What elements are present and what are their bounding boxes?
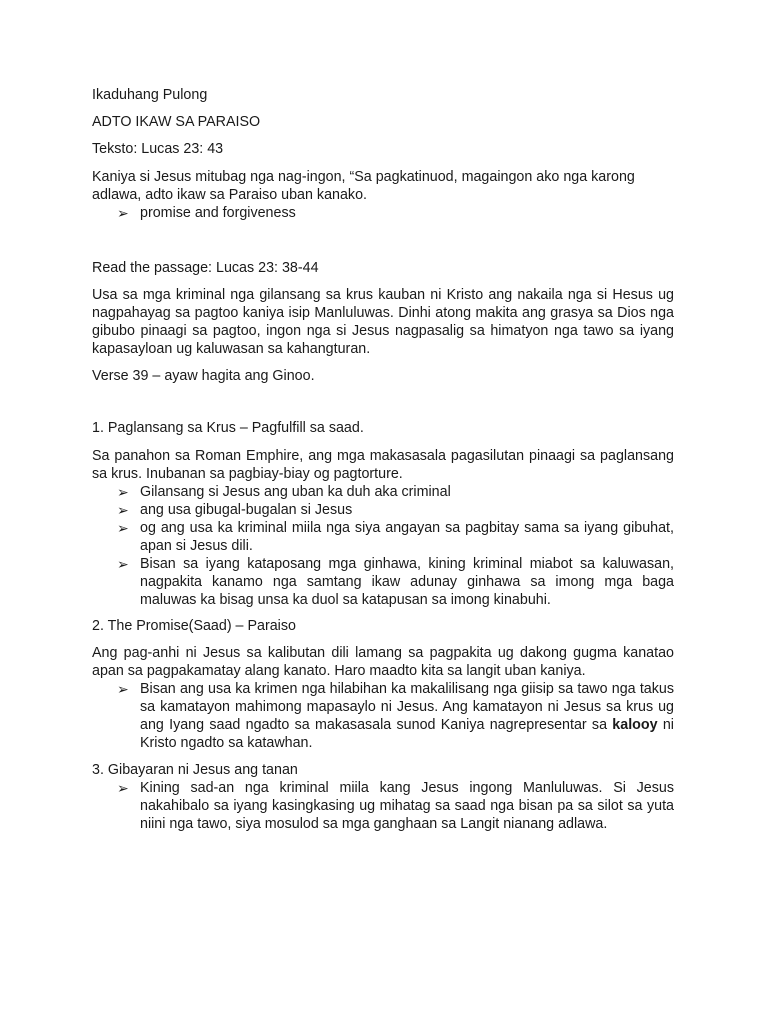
list-item (117, 680, 674, 752)
emphasis-word: kalooy (612, 717, 658, 733)
point-3-list (92, 779, 674, 833)
list-item (117, 555, 674, 609)
arrow-bullet-icon: ➢ (117, 484, 129, 500)
list-item (117, 519, 674, 555)
theme-list (92, 204, 674, 222)
arrow-bullet-icon: ➢ (117, 502, 129, 518)
list-item (117, 483, 674, 501)
arrow-bullet-icon: ➢ (117, 520, 129, 536)
point-3-title: 3. Gibayaran ni Jesus ang tanan (92, 762, 298, 778)
list-item (117, 204, 674, 222)
arrow-bullet-icon: ➢ (117, 681, 129, 697)
list-item-text: og ang usa ka kriminal miila nga siya angayan sa pagbitay sama sa iyang gibuhat, apan si Jesus dili. (140, 520, 674, 554)
point-2-list (92, 680, 674, 752)
text-reference: Teksto: Lucas 23: 43 (92, 141, 224, 157)
point-1-paragraph: Sa panahon sa Roman Emphire, ang mga makasasala pagasilutan pinaagi sa paglansang sa krus. Inubanan sa pagbiay-biay og pagtorture. (92, 448, 674, 482)
arrow-bullet-icon: ➢ (117, 780, 129, 796)
sermon-number: Ikaduhang Pulong (92, 87, 208, 103)
list-item (117, 501, 674, 519)
point-1-title: 1. Paglansang sa Krus – Pagfulfill sa saad. (92, 420, 364, 436)
list-item-text: ang usa gibugal-bugalan si Jesus (140, 502, 353, 518)
point-1-list (92, 483, 674, 609)
list-item-text: Kining sad-an nga kriminal miila kang Jesus ingong Manluluwas. Si Jesus nakahibalo sa iyang kasingkasing ug mihatag sa saad nga bisan pa sa silot sa yuta niini nga tawo, siya mosulod sa mga ganghaan sa Langit nianang adlawa. (140, 780, 674, 832)
sermon-title: ADTO IKAW SA PARAISO (92, 114, 261, 130)
list-item (117, 779, 674, 833)
intro-paragraph: Usa sa mga kriminal nga gilansang sa krus kauban ni Kristo ang nakaila nga si Hesus ug nagpahayag sa pagtoo kaniya isip Manluluwas. Dinhi atong makita ang grasya sa Dios nga gibubo pinaagi sa pagtoo, ingon nga si Jesus nagpasalig sa himatyon nga tawo sa iyang kapasayloan ug kaluwasan sa kahangturan. (92, 287, 674, 357)
list-item-text-part: ni Kristo ngadto sa katawhan. (140, 717, 674, 751)
point-2-title: 2. The Promise(Saad) – Paraiso (92, 618, 296, 634)
point-2-paragraph: Ang pag-anhi ni Jesus sa kalibutan dili lamang sa pagpakita ug dakong gugma kanatao apan sa pagpakamatay alang kanato. Haro maadto kita sa langit uban kaniya. (92, 645, 674, 679)
arrow-bullet-icon: ➢ (117, 556, 129, 572)
verse-39-note: Verse 39 – ayaw hagita ang Ginoo. (92, 368, 315, 384)
list-item-text-part: Bisan ang usa ka krimen nga hilabihan ka makalilisang nga giisip sa tawo nga takus sa kamatayon mahimong mapasaylo ni Jesus. Ang kamatayon ni Jesus sa krus ug ang Iyang saad ngadto sa makasasala sunod Kaniya nagrepresentar sa (140, 681, 674, 733)
verse-quote: Kaniya si Jesus mitubag nga nag-ingon, “Sa pagkatinuod, magaingon ako nga karong adlawa, adto ikaw sa Paraiso uban kanako. (92, 169, 635, 203)
list-item-text: Gilansang si Jesus ang uban ka duh aka criminal (140, 484, 451, 500)
list-item-text: Bisan sa iyang kataposang mga ginhawa, kining kriminal miabot sa kaluwasan, nagpakita kanamo nga samtang ikaw adunay ginhawa sa imong mga baga maluwas ka bisag unsa ka duol sa katapusan sa imong kinabuhi. (140, 556, 674, 608)
theme-text: promise and forgiveness (140, 205, 296, 221)
arrow-bullet-icon: ➢ (117, 205, 129, 221)
list-item-text (140, 681, 674, 751)
document-page (92, 86, 674, 833)
read-passage: Read the passage: Lucas 23: 38-44 (92, 260, 319, 276)
